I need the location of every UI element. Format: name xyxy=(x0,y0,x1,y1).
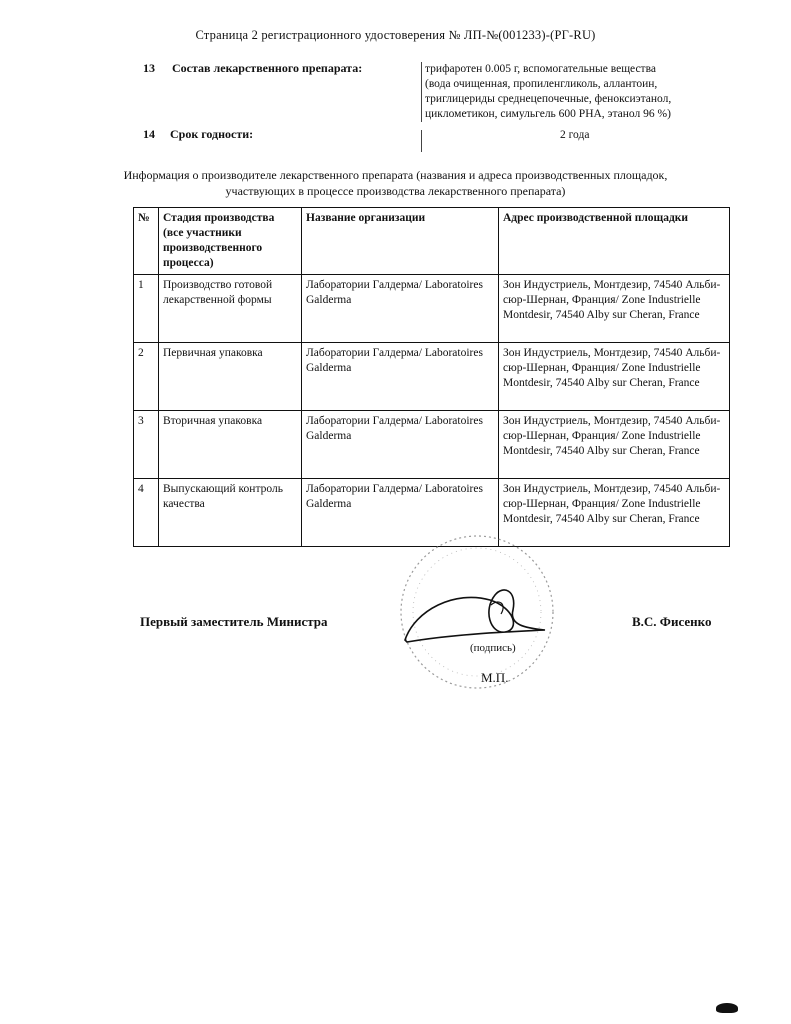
manufacturer-table xyxy=(133,207,730,547)
row-stage: Производство готовой лекарственной формы xyxy=(159,275,302,343)
item-13-number: 13 xyxy=(143,61,155,75)
table-header-row xyxy=(134,208,730,275)
item-13-line-4: циклометикон, симульгель 600 PHA, этанол 96 %) xyxy=(425,108,671,120)
row-number: 3 xyxy=(134,411,159,479)
table-row xyxy=(134,275,730,343)
col-header-address: Адрес производственной площадки xyxy=(499,208,730,275)
item-13-line-3: триглицериды среднецепочечные, феноксиэтанол, xyxy=(425,93,672,105)
manufacturer-info-line-1: Информация о производителе лекарственного препарата (названия и адреса производственных площадок, xyxy=(123,168,668,182)
col-header-organization: Название организации xyxy=(302,208,499,275)
item-13-line-1: трифаротен 0.005 г, вспомогательные вещества xyxy=(425,63,656,75)
row-stage: Выпускающий контроль качества xyxy=(159,479,302,547)
signatory-title: Первый заместитель Министра xyxy=(140,614,328,629)
item-13-label: Состав лекарственного препарата: xyxy=(172,61,363,75)
row-address: Зон Индустриель, Монтдезир, 74540 Альби-сюр-Шернан, Франция/ Zone Industrielle Montdesir, 74540 Alby sur Cheran, France xyxy=(499,275,730,343)
item-13-divider xyxy=(421,62,422,122)
row-address: Зон Индустриель, Монтдезир, 74540 Альби-сюр-Шернан, Франция/ Zone Industrielle Montdesir, 74540 Alby sur Cheran, France xyxy=(499,411,730,479)
item-14-label: Срок годности: xyxy=(170,127,254,141)
page-header: Страница 2 регистрационного удостоверения № ЛП-№(001233)-(РГ-RU) xyxy=(195,28,596,42)
row-address: Зон Индустриель, Монтдезир, 74540 Альби-сюр-Шернан, Франция/ Zone Industrielle Montdesir, 74540 Alby sur Cheran, France xyxy=(499,479,730,547)
signatory-name: В.С. Фисенко xyxy=(632,614,712,629)
row-stage: Вторичная упаковка xyxy=(159,411,302,479)
item-13-line-2: (вода очищенная, пропиленгликоль, аллантоин, xyxy=(425,78,658,90)
ink-blot xyxy=(716,1003,738,1013)
row-stage: Первичная упаковка xyxy=(159,343,302,411)
row-organization: Лаборатории Галдерма/ Laboratoires Galderma xyxy=(302,343,499,411)
item-14-number: 14 xyxy=(143,127,155,141)
table-row xyxy=(134,343,730,411)
stamp-place-label: М.П. xyxy=(481,670,509,685)
row-number: 1 xyxy=(134,275,159,343)
row-number: 4 xyxy=(134,479,159,547)
col-header-number: № xyxy=(134,208,159,275)
item-14-value: 2 года xyxy=(560,129,590,141)
row-organization: Лаборатории Галдерма/ Laboratoires Galderma xyxy=(302,275,499,343)
row-organization: Лаборатории Галдерма/ Laboratoires Galderma xyxy=(302,411,499,479)
row-number: 2 xyxy=(134,343,159,411)
item-13-value xyxy=(425,62,671,122)
signature-caption: (подпись) xyxy=(470,642,516,654)
manufacturer-info-line-2: участвующих в процессе производства лекарственного препарата) xyxy=(225,184,566,198)
item-14-divider xyxy=(421,130,422,152)
row-address: Зон Индустриель, Монтдезир, 74540 Альби-сюр-Шернан, Франция/ Zone Industrielle Montdesir, 74540 Alby sur Cheran, France xyxy=(499,343,730,411)
col-header-stage: Стадия производства (все участники производственного процесса) xyxy=(159,208,302,275)
row-organization: Лаборатории Галдерма/ Laboratoires Galderma xyxy=(302,479,499,547)
table-row xyxy=(134,411,730,479)
